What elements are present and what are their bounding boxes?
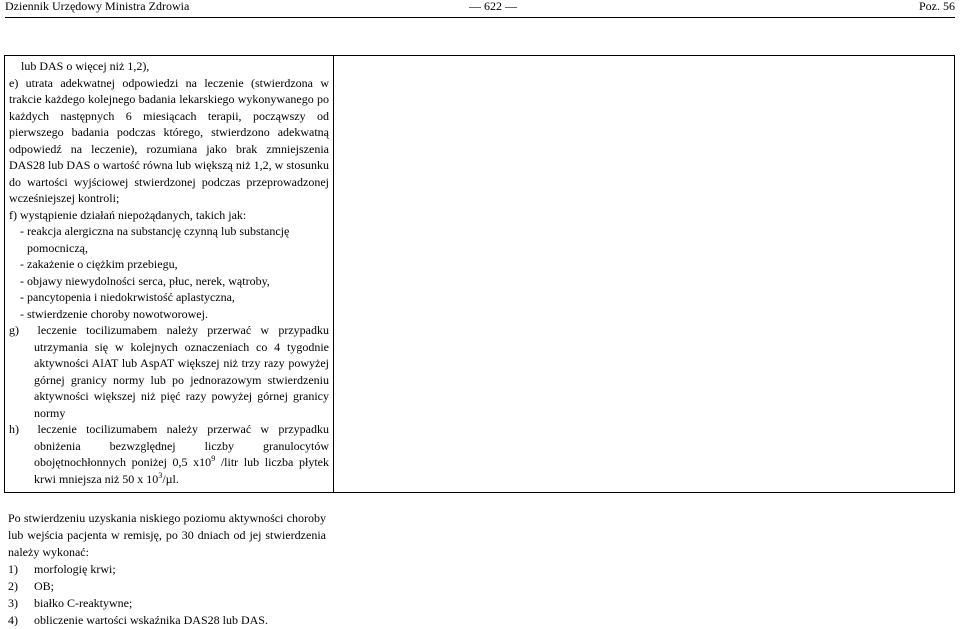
list-text: białko C-reaktywne; (34, 596, 133, 610)
item-h-exponent-3: 3 (158, 470, 163, 480)
item-h-label: h) (9, 422, 19, 436)
list-number: 1) (8, 562, 18, 576)
list-item (8, 578, 326, 595)
position-label: Poz. 56 (919, 0, 955, 13)
header-rule (5, 17, 955, 18)
list-number: 2) (8, 579, 18, 593)
list-item (8, 595, 326, 612)
list-item: - pancytopenia i niedokrwistość aplastyczna, (20, 290, 235, 304)
left-column (9, 58, 329, 487)
column-divider (333, 56, 334, 492)
item-h-text: leczenie tocilizumabem należy przerwać w przypadku obniżenia bezwzględnej liczby granulocytów obojętnochłonnych poniżej 0,5 x10 (34, 422, 329, 469)
list-text: obliczenie wartości wskaźnika DAS28 lub DAS. (34, 613, 268, 627)
item-f: f) wystąpienie działań niepożądanych, takich jak: (9, 207, 247, 222)
adverse-effects-list (9, 223, 329, 322)
list-item: - zakażenie o ciężkim przebiegu, (20, 257, 178, 271)
list-item (8, 612, 326, 629)
list-text: OB; (34, 579, 55, 593)
page-header (5, 0, 955, 20)
item-h-exponent-9: 9 (211, 454, 216, 463)
item-h (9, 421, 329, 487)
follow-up-paragraph: Po stwierdzeniu uzyskania niskiego poziomu aktywności choroby lub wejścia pacjenta w remisję, po 30 dniach od jej stwierdzenia należy wykonać: (8, 511, 326, 559)
list-number: 3) (8, 596, 18, 610)
item-g (9, 322, 329, 421)
item-e: e) utrata adekwatnej odpowiedzi na leczenie (stwierdzona w trakcie każdego kolejnego badania lekarskiego wykonywanego po każdych następnych 6 miesiącach terapii, począwszy od pierwszego badania podczas którego, stwierdzono adekwatną odpowiedź na leczenie), rozumiana jako brak zmniejszenia DAS28 lub DAS o wartość równa lub większą niż 1,2, w stosunku do wartości wyjściowej stwierdzonej podczas przeprowadzonej wcześniejszej kontroli; (9, 75, 329, 205)
item-g-label: g) (9, 323, 19, 337)
item-g-text: leczenie tocilizumabem należy przerwać w przypadku utrzymania się w kolejnych oznaczeniach co 4 tygodnie aktywności AlAT lub AspAT większej niż trzy razy powyżej górnej granicy normy lub po jednorazowym stwierdzeniu aktywności większej niż pięć razy powyżej górnej granicy normy (34, 323, 329, 420)
item-h-mid: /litr lub liczba płytek krwi mniejsza niż 50 x 10 (34, 455, 329, 486)
list-text: morfologię krwi; (34, 562, 116, 576)
list-item: - objawy niewydolności serca, płuc, nerek, wątroby, (20, 273, 270, 288)
list-number: 4) (8, 613, 18, 627)
journal-title: Dziennik Urzędowy Ministra Zdrowia (5, 0, 190, 13)
page-number: — 622 — (469, 0, 517, 13)
follow-up-section (8, 510, 326, 629)
follow-up-list (8, 561, 326, 629)
list-item: - stwierdzenie choroby nowotworowej. (20, 306, 208, 321)
list-item (8, 561, 326, 578)
content-table (4, 55, 955, 493)
continuation-line: lub DAS o więcej niż 1,2), (21, 59, 150, 73)
list-item: - reakcja alergiczna na substancję czynną lub substancję pomocniczą, (20, 224, 290, 255)
item-h-end: /µl. (162, 471, 179, 486)
